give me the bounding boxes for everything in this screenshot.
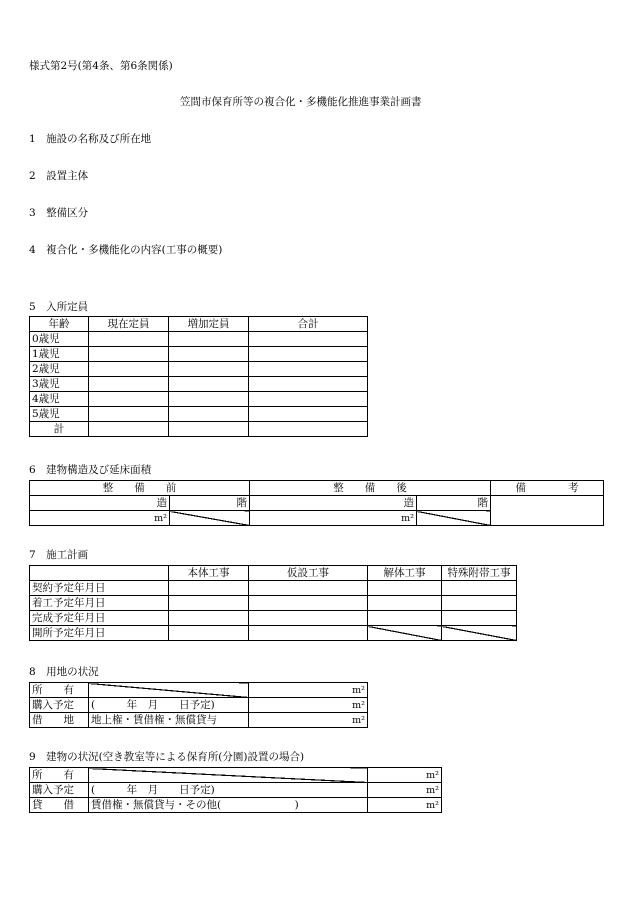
land-label-purchase: 購入予定 <box>30 698 89 713</box>
cell[interactable] <box>249 392 368 407</box>
section-6-heading: 6 建物構造及び延床面積 <box>29 464 152 476</box>
section-1-heading: 1 施設の名称及び所在地 <box>29 133 152 145</box>
land-area-purchase[interactable]: m² <box>249 698 368 713</box>
cell[interactable] <box>249 581 368 596</box>
total-label: 計 <box>30 422 89 437</box>
cell[interactable] <box>89 407 169 422</box>
age-label: 4歳児 <box>30 392 89 407</box>
section-2-heading: 2 設置主体 <box>29 170 89 182</box>
diagonal-cell <box>89 768 368 783</box>
bldg-purchase-date[interactable]: ( 年 月 日予定) <box>89 783 368 798</box>
cell[interactable] <box>169 422 249 437</box>
diagonal-cell <box>442 626 517 641</box>
table-row <box>30 683 368 698</box>
section-4-heading: 4 複合化・多機能化の内容(工事の概要) <box>29 244 223 256</box>
cell[interactable] <box>169 611 249 626</box>
table-row <box>30 713 368 728</box>
cell[interactable] <box>442 581 517 596</box>
cell[interactable] <box>249 422 368 437</box>
cell[interactable] <box>169 626 249 641</box>
before-structure[interactable]: 造 <box>30 496 170 511</box>
land-lease-type[interactable]: 地上権・賃借権・無償貸与 <box>89 713 249 728</box>
land-label-own: 所 有 <box>30 683 89 698</box>
table-row <box>30 377 368 392</box>
header-main-work: 本体工事 <box>169 566 249 581</box>
bldg-lease-type[interactable]: 賃借権・無償貸与・その他( ) <box>89 798 368 813</box>
table-row <box>30 481 604 496</box>
diagonal-cell <box>89 683 249 698</box>
table-row <box>30 496 604 511</box>
table-row <box>30 581 517 596</box>
table-row <box>30 347 368 362</box>
diagonal-cell <box>417 511 491 526</box>
capacity-header-increase: 増加定員 <box>169 317 249 332</box>
table-row <box>30 783 442 798</box>
table-row <box>30 698 368 713</box>
section-9-heading: 9 建物の状況(空き教室等による保育所(分園)設置の場合) <box>29 751 305 763</box>
cell[interactable] <box>249 407 368 422</box>
row-label: 契約予定年月日 <box>30 581 169 596</box>
section-5-heading: 5 入所定員 <box>29 301 89 313</box>
capacity-header-total: 合計 <box>249 317 368 332</box>
age-label: 5歳児 <box>30 407 89 422</box>
cell[interactable] <box>249 362 368 377</box>
cell[interactable] <box>442 611 517 626</box>
cell[interactable] <box>169 407 249 422</box>
header-temporary-work: 仮設工事 <box>249 566 368 581</box>
land-area-own[interactable]: m² <box>249 683 368 698</box>
cell[interactable] <box>249 596 368 611</box>
building-status-table <box>29 767 442 813</box>
note-cell[interactable] <box>491 496 604 526</box>
after-structure[interactable]: 造 <box>250 496 417 511</box>
header-demolition-work: 解体工事 <box>368 566 442 581</box>
header-special-work: 特殊附帯工事 <box>442 566 517 581</box>
cell[interactable] <box>89 332 169 347</box>
bldg-label-purchase: 購入予定 <box>30 783 89 798</box>
cell[interactable] <box>249 377 368 392</box>
age-label: 1歳児 <box>30 347 89 362</box>
cell[interactable] <box>169 377 249 392</box>
table-row <box>30 626 517 641</box>
form-label: 様式第2号(第4条、第6条関係) <box>29 60 173 72</box>
cell[interactable] <box>368 611 442 626</box>
table-row <box>30 407 368 422</box>
after-floors[interactable]: 階 <box>417 496 491 511</box>
cell[interactable] <box>169 347 249 362</box>
capacity-table <box>29 316 368 437</box>
bldg-label-lease: 貸 借 <box>30 798 89 813</box>
bldg-area-purchase[interactable]: m² <box>368 783 442 798</box>
cell[interactable] <box>169 332 249 347</box>
row-label: 完成予定年月日 <box>30 611 169 626</box>
cell[interactable] <box>169 596 249 611</box>
age-label: 2歳児 <box>30 362 89 377</box>
cell[interactable] <box>89 362 169 377</box>
capacity-header-current: 現在定員 <box>89 317 169 332</box>
construction-table <box>29 565 517 641</box>
land-table <box>29 682 368 728</box>
table-row <box>30 596 517 611</box>
cell[interactable] <box>249 332 368 347</box>
cell[interactable] <box>169 362 249 377</box>
table-row <box>30 768 442 783</box>
cell[interactable] <box>169 581 249 596</box>
bldg-area-lease[interactable]: m² <box>368 798 442 813</box>
capacity-header-age: 年齢 <box>30 317 89 332</box>
cell[interactable] <box>368 581 442 596</box>
age-label: 3歳児 <box>30 377 89 392</box>
before-floors[interactable]: 階 <box>170 496 250 511</box>
cell[interactable] <box>442 596 517 611</box>
row-label: 開所予定年月日 <box>30 626 169 641</box>
age-label: 0歳児 <box>30 332 89 347</box>
cell[interactable] <box>169 392 249 407</box>
page-title: 笠間市保育所等の複合化・多機能化推進事業計画書 <box>180 96 422 108</box>
section-7-heading: 7 施工計画 <box>29 549 89 561</box>
after-area[interactable]: m² <box>250 511 417 526</box>
cell[interactable] <box>89 422 169 437</box>
cell[interactable] <box>368 596 442 611</box>
cell[interactable] <box>249 347 368 362</box>
table-row <box>30 566 517 581</box>
table-row <box>30 392 368 407</box>
building-header-note: 備 考 <box>491 481 604 496</box>
table-row <box>30 611 517 626</box>
table-row <box>30 798 442 813</box>
blank-header <box>30 566 169 581</box>
section-8-heading: 8 用地の状況 <box>29 666 99 678</box>
bldg-area-own[interactable]: m² <box>368 768 442 783</box>
table-row <box>30 317 368 332</box>
before-area[interactable]: m² <box>30 511 170 526</box>
cell[interactable] <box>89 392 169 407</box>
section-3-heading: 3 整備区分 <box>29 207 89 219</box>
cell[interactable] <box>249 626 368 641</box>
bldg-label-own: 所 有 <box>30 768 89 783</box>
building-header-before: 整 備 前 <box>30 481 250 496</box>
cell[interactable] <box>89 347 169 362</box>
diagonal-cell <box>170 511 250 526</box>
row-label: 着工予定年月日 <box>30 596 169 611</box>
diagonal-cell <box>368 626 442 641</box>
land-purchase-date[interactable]: ( 年 月 日予定) <box>89 698 249 713</box>
building-table <box>29 480 604 526</box>
cell[interactable] <box>89 377 169 392</box>
table-row <box>30 362 368 377</box>
cell[interactable] <box>249 611 368 626</box>
land-label-lease: 借 地 <box>30 713 89 728</box>
table-row <box>30 422 368 437</box>
building-header-after: 整 備 後 <box>250 481 491 496</box>
table-row <box>30 332 368 347</box>
land-area-lease[interactable]: m² <box>249 713 368 728</box>
